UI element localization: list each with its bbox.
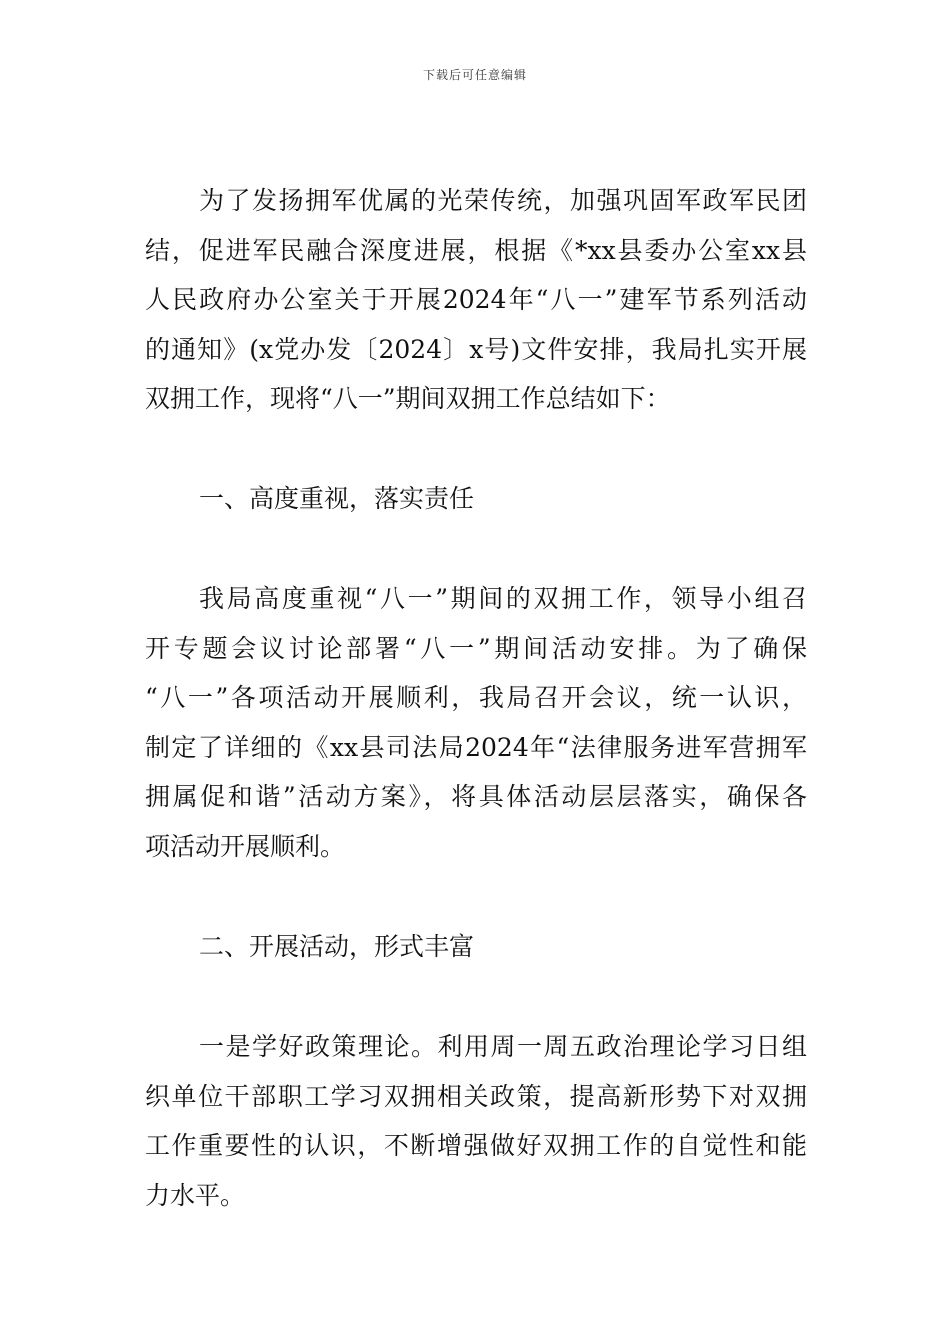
paragraph-line: 拥属促和谐”活动方案》，将具体活动层层落实，确保各 (145, 782, 807, 811)
paragraph-line: 我局高度重视“八一”期间的双拥工作，领导小组召 (199, 584, 807, 613)
paragraph-line: 项活动开展顺利。 (145, 831, 346, 861)
paragraph-line: 为了发扬拥军优属的光荣传统，加强巩固军政军民团 (199, 186, 807, 215)
paragraph-line: 人民政府办公室关于开展2024年“八一”建军节系列活动 (145, 285, 807, 314)
page-header-note: 下载后可任意编辑 (422, 68, 527, 82)
section-1-paragraph (145, 574, 807, 871)
paragraph-line: 织单位干部职工学习双拥相关政策，提高新形势下对双拥 (145, 1081, 807, 1111)
section-heading-2: 二、开展活动，形式丰富 (199, 932, 475, 961)
paragraph-line: 双拥工作，现将“八一”期间双拥工作总结如下： (145, 384, 671, 413)
paragraph-line: 工作重要性的认识，不断增强做好双拥工作的自觉性和能 (145, 1131, 807, 1160)
section-2-paragraph (145, 1022, 807, 1220)
paragraph-line: 一是学好政策理论。利用周一周五政治理论学习日组 (199, 1032, 807, 1061)
paragraph-line: 结，促进军民融合深度进展，根据《*xx县委办公室xx县 (145, 235, 807, 265)
intro-paragraph (145, 176, 807, 424)
paragraph-line: 制定了详细的《xx县司法局2024年“法律服务进军营拥军 (145, 732, 807, 762)
section-heading-1: 一、高度重视，落实责任 (199, 484, 475, 513)
paragraph-line: “八一”各项活动开展顺利，我局召开会议，统一认识， (145, 683, 807, 712)
paragraph-line: 的通知》(x党办发〔2024〕x号)文件安排，我局扎实开展 (145, 334, 807, 364)
paragraph-line: 开专题会议讨论部署“八一”期间活动安排。为了确保 (145, 633, 807, 663)
paragraph-line: 力水平。 (145, 1180, 246, 1210)
